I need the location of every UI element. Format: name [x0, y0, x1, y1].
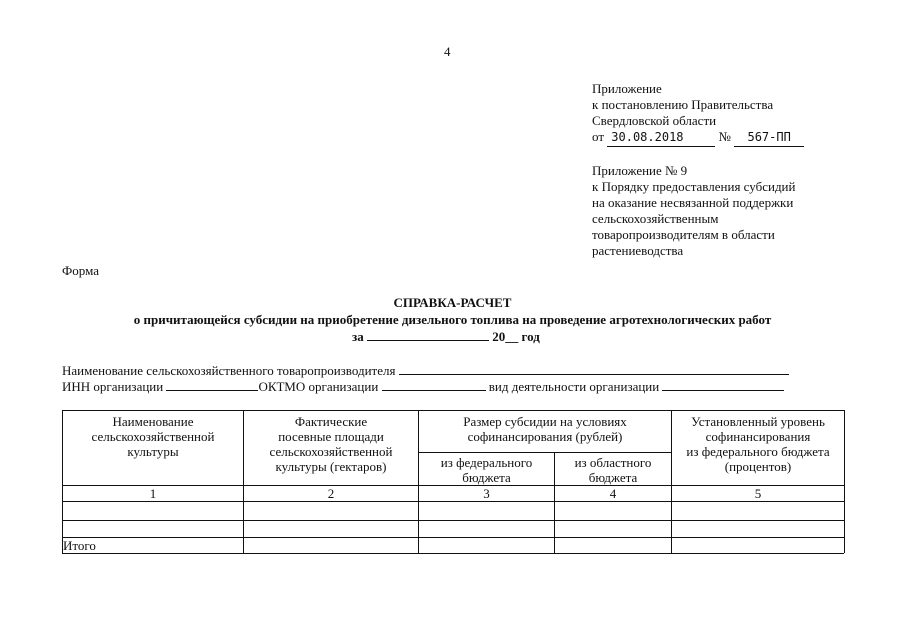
- header-text: софинансирования (рублей): [467, 429, 623, 444]
- table-row-divider: [62, 537, 844, 538]
- period-prefix: за: [352, 329, 364, 344]
- header-text: сельскохозяйственной: [91, 429, 215, 444]
- period-blank: [367, 328, 489, 341]
- header-text: из федерального: [440, 455, 533, 470]
- page-number: 4: [444, 44, 451, 59]
- header-text: Установленный уровень: [691, 414, 825, 429]
- header-text: из федерального бюджета: [686, 444, 830, 459]
- appendix-line: Свердловской области: [592, 113, 717, 128]
- from-label: от: [592, 129, 605, 144]
- column-number: 4: [609, 486, 617, 501]
- header-text: сельскохозяйственной: [269, 444, 393, 459]
- appendix9-line: растениеводства: [592, 243, 684, 258]
- appendix9-line: товаропроизводителям в области: [592, 227, 775, 242]
- header-text: Наименование: [112, 414, 194, 429]
- appendix9-line: к Порядку предоставления субсидий: [592, 179, 796, 194]
- header-text: софинансирования: [705, 429, 811, 444]
- header-sown-area: [244, 414, 418, 474]
- period-year: 20__ год: [492, 329, 540, 344]
- appendix9-title: Приложение № 9: [592, 163, 688, 178]
- header-cofinancing-level: [672, 414, 844, 474]
- table-row-divider: [62, 501, 844, 502]
- column-number: 3: [483, 486, 490, 501]
- period-line: [352, 328, 540, 345]
- table-border-bottom: [62, 553, 844, 554]
- activity-label: вид деятельности организации: [488, 379, 660, 394]
- header-text: культуры (гектаров): [275, 459, 387, 474]
- activity-blank: [662, 378, 784, 391]
- producer-blank: [399, 362, 789, 375]
- producer-label: Наименование сельскохозяйственного товаропроизводителя: [62, 363, 396, 378]
- column-number: 5: [754, 486, 762, 501]
- inn-label: ИНН организации: [62, 379, 164, 394]
- oktmo-blank: [382, 378, 486, 391]
- header-text: культуры: [127, 444, 179, 459]
- table-border-top: [62, 410, 844, 411]
- table-row-divider: [62, 520, 844, 521]
- decree-number: 567-ПП: [734, 129, 804, 147]
- header-text: бюджета: [462, 470, 511, 485]
- number-sign: №: [718, 129, 731, 144]
- header-text: Размер субсидии на условиях: [463, 414, 627, 429]
- column-number: 1: [149, 486, 157, 501]
- appendix9-line: сельскохозяйственным: [592, 211, 719, 226]
- inn-blank: [166, 378, 258, 391]
- column-number: 2: [327, 486, 335, 501]
- header-subsidy-size: [419, 414, 671, 444]
- total-row-label: Итого: [63, 538, 96, 553]
- header-text: (процентов): [724, 459, 792, 474]
- table-group-divider: [418, 452, 671, 453]
- header-text: посевные площади: [278, 429, 384, 444]
- header-text: из областного: [574, 455, 652, 470]
- oktmo-label: ОКТМО организации: [258, 379, 379, 394]
- header-regional-budget: [555, 455, 671, 485]
- appendix-title: Приложение: [592, 81, 662, 96]
- appendix9-line: на оказание несвязанной поддержки: [592, 195, 794, 210]
- producer-name-field: [62, 362, 789, 379]
- decree-date: 30.08.2018: [607, 129, 715, 147]
- document-subtitle: о причитающейся субсидии на приобретение дизельного топлива на проведение агротехнологических работ: [133, 312, 772, 327]
- appendix-date-line: [592, 128, 804, 147]
- document-title: СПРАВКА-РАСЧЕТ: [393, 295, 512, 310]
- appendix-line: к постановлению Правительства: [592, 97, 774, 112]
- table-border-right: [844, 410, 845, 553]
- header-crop-name: [63, 414, 243, 459]
- form-label: Форма: [62, 263, 99, 278]
- header-federal-budget: [419, 455, 554, 485]
- org-ids-field: [62, 378, 784, 395]
- header-text: Фактические: [294, 414, 368, 429]
- header-text: бюджета: [588, 470, 638, 485]
